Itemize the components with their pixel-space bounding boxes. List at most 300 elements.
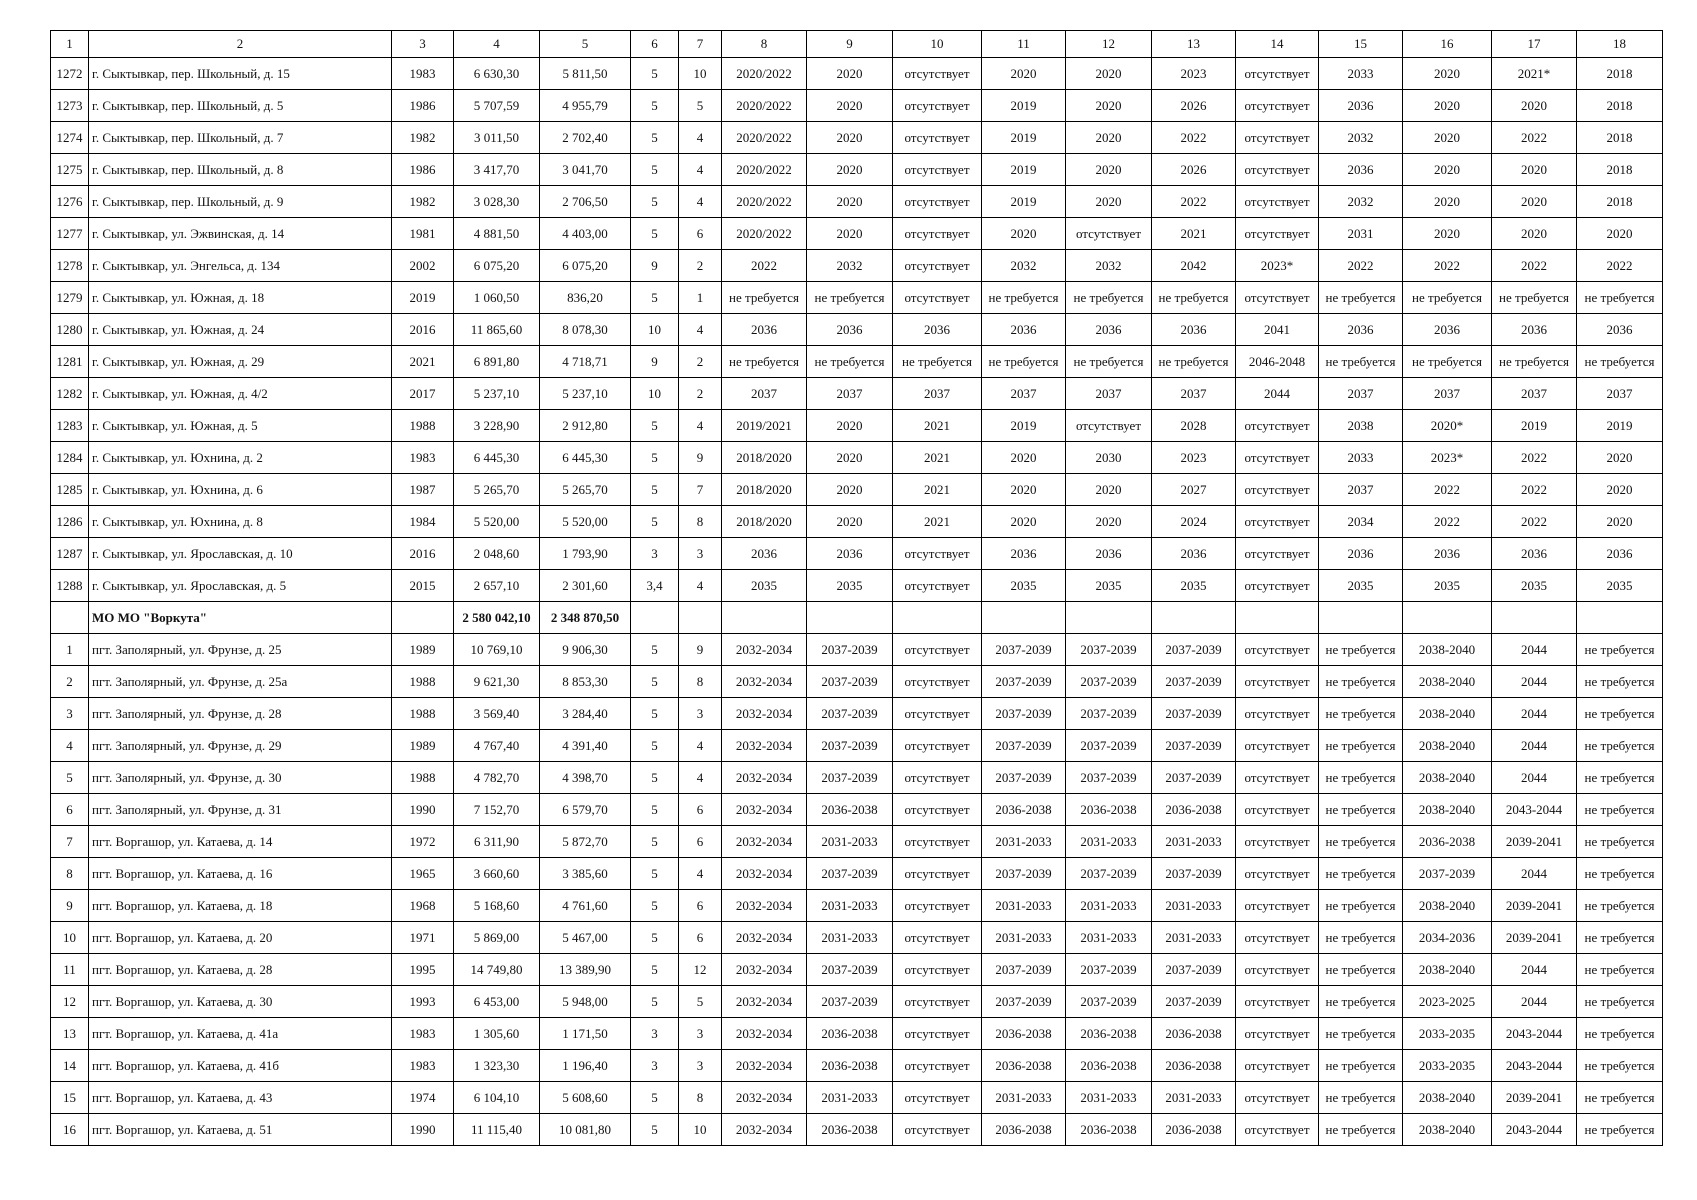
table-cell: 1280 [51, 314, 89, 346]
table-row [51, 122, 1663, 154]
table-cell: отсутствует [893, 986, 982, 1018]
table-cell: 2019 [982, 410, 1066, 442]
table-cell [1319, 602, 1403, 634]
table-cell: 2036 [807, 314, 893, 346]
table-cell: 1990 [392, 794, 454, 826]
table-cell: 2032-2034 [722, 1018, 807, 1050]
table-cell: 6 075,20 [540, 250, 631, 282]
table-cell: не требуется [1319, 666, 1403, 698]
table-cell [893, 602, 982, 634]
table-cell: отсутствует [1236, 442, 1319, 474]
table-cell: отсутствует [893, 538, 982, 570]
table-cell: 2036-2038 [807, 794, 893, 826]
table-cell: отсутствует [893, 1050, 982, 1082]
address-cell: пгт. Заполярный, ул. Фрунзе, д. 31 [89, 794, 392, 826]
table-cell: отсутствует [1236, 90, 1319, 122]
table-cell: 2020 [807, 122, 893, 154]
table-cell: 6 [679, 218, 722, 250]
table-row [51, 698, 1663, 730]
table-cell: 2032-2034 [722, 986, 807, 1018]
table-cell: 2036 [1319, 90, 1403, 122]
table-row [51, 474, 1663, 506]
table-cell: 2020/2022 [722, 58, 807, 90]
table-cell: 9 [679, 442, 722, 474]
table-cell: 2020 [1066, 474, 1152, 506]
address-cell: г. Сыктывкар, ул. Южная, д. 4/2 [89, 378, 392, 410]
table-cell: 2036-2038 [982, 1114, 1066, 1146]
table-cell [631, 602, 679, 634]
table-cell: 2036 [982, 538, 1066, 570]
table-cell: 4 761,60 [540, 890, 631, 922]
table-cell: 2022 [722, 250, 807, 282]
table-cell: 10 769,10 [454, 634, 540, 666]
table-cell [1403, 602, 1492, 634]
table-cell: 2032-2034 [722, 826, 807, 858]
table-cell: 2019/2021 [722, 410, 807, 442]
table-cell: 2016 [392, 314, 454, 346]
address-cell: г. Сыктывкар, ул. Ярославская, д. 10 [89, 538, 392, 570]
table-cell: 5 [631, 186, 679, 218]
table-row [51, 986, 1663, 1018]
address-cell: пгт. Воргашор, ул. Катаева, д. 51 [89, 1114, 392, 1146]
table-cell: 2037-2039 [807, 762, 893, 794]
table-cell: 2039-2041 [1492, 1082, 1577, 1114]
table-cell: 3 [679, 1018, 722, 1050]
table-cell: отсутствует [1236, 506, 1319, 538]
table-cell: 2044 [1492, 954, 1577, 986]
table-cell: 2020/2022 [722, 90, 807, 122]
table-cell [679, 602, 722, 634]
table-row [51, 186, 1663, 218]
table-cell: 2034-2036 [1403, 922, 1492, 954]
table-cell: не требуется [1319, 346, 1403, 378]
table-cell: 2036 [1403, 314, 1492, 346]
table-cell: 4 [679, 858, 722, 890]
address-cell: г. Сыктывкар, ул. Ярославская, д. 5 [89, 570, 392, 602]
table-cell: отсутствует [893, 1114, 982, 1146]
table-cell: 4 [679, 122, 722, 154]
table-cell: 2020 [1577, 506, 1663, 538]
address-cell: пгт. Воргашор, ул. Катаева, д. 20 [89, 922, 392, 954]
address-cell: пгт. Воргашор, ул. Катаева, д. 41б [89, 1050, 392, 1082]
table-cell: 2019 [1577, 410, 1663, 442]
table-cell: 2020 [807, 442, 893, 474]
table-cell: 6 630,30 [454, 58, 540, 90]
table-cell: 2036-2038 [1066, 794, 1152, 826]
table-cell: 2020 [807, 410, 893, 442]
table-cell: не требуется [722, 282, 807, 314]
table-cell: отсутствует [1236, 922, 1319, 954]
table-cell: 5 [631, 122, 679, 154]
table-cell: отсутствует [893, 954, 982, 986]
table-cell: 2037-2039 [1066, 634, 1152, 666]
table-row [51, 346, 1663, 378]
table-cell: 2020 [982, 474, 1066, 506]
table-cell: не требуется [1319, 1018, 1403, 1050]
table-cell: 2020 [1492, 218, 1577, 250]
table-cell: 2037-2039 [1152, 762, 1236, 794]
table-cell: 2037 [982, 378, 1066, 410]
data-table [50, 30, 1663, 1146]
table-cell: 2032-2034 [722, 730, 807, 762]
table-cell: не требуется [1577, 922, 1663, 954]
address-cell: пгт. Воргашор, ул. Катаева, д. 43 [89, 1082, 392, 1114]
address-cell: пгт. Заполярный, ул. Фрунзе, д. 25а [89, 666, 392, 698]
table-cell: 3 660,60 [454, 858, 540, 890]
table-cell: 2036 [1492, 538, 1577, 570]
table-cell: 2002 [392, 250, 454, 282]
table-cell: 2044 [1236, 378, 1319, 410]
address-cell: г. Сыктывкар, ул. Эжвинская, д. 14 [89, 218, 392, 250]
table-cell: 2039-2041 [1492, 922, 1577, 954]
table-cell: 2032-2034 [722, 666, 807, 698]
table-cell: 2037-2039 [807, 954, 893, 986]
table-row [51, 506, 1663, 538]
table-cell: 2020 [1066, 90, 1152, 122]
table-cell: 5 [631, 442, 679, 474]
table-row [51, 730, 1663, 762]
table-cell: 5 265,70 [540, 474, 631, 506]
table-cell: 3 [679, 698, 722, 730]
column-header: 10 [893, 31, 982, 58]
table-cell: 2035 [1492, 570, 1577, 602]
table-cell: отсутствует [893, 122, 982, 154]
table-cell: 9 621,30 [454, 666, 540, 698]
table-cell: 5 [631, 826, 679, 858]
table-cell: 2022 [1403, 506, 1492, 538]
address-cell: пгт. Воргашор, ул. Катаева, д. 28 [89, 954, 392, 986]
table-cell: 3 [51, 698, 89, 730]
table-row [51, 90, 1663, 122]
table-cell: 6 891,80 [454, 346, 540, 378]
table-cell: 5 [631, 858, 679, 890]
table-cell: 2036 [1066, 538, 1152, 570]
table-cell: 2037-2039 [807, 698, 893, 730]
table-cell: 11 865,60 [454, 314, 540, 346]
table-cell: не требуется [1577, 730, 1663, 762]
table-cell: 2037-2039 [982, 986, 1066, 1018]
table-row [51, 826, 1663, 858]
table-cell: 2020 [1403, 122, 1492, 154]
table-cell: 8 [679, 666, 722, 698]
table-cell: не требуется [1577, 1114, 1663, 1146]
table-cell: 5 265,70 [454, 474, 540, 506]
address-cell: пгт. Заполярный, ул. Фрунзе, д. 28 [89, 698, 392, 730]
table-cell: 1273 [51, 90, 89, 122]
table-cell: не требуется [1319, 826, 1403, 858]
table-cell: 2035 [807, 570, 893, 602]
table-cell [1236, 602, 1319, 634]
table-cell: 8 [679, 506, 722, 538]
table-cell: отсутствует [1236, 666, 1319, 698]
table-cell: 2036-2038 [982, 794, 1066, 826]
column-header: 1 [51, 31, 89, 58]
table-cell: отсутствует [1236, 986, 1319, 1018]
address-cell: пгт. Воргашор, ул. Катаева, д. 30 [89, 986, 392, 1018]
table-cell: 5 168,60 [454, 890, 540, 922]
table-cell [722, 602, 807, 634]
table-cell: 2036-2038 [807, 1050, 893, 1082]
address-cell: г. Сыктывкар, ул. Южная, д. 5 [89, 410, 392, 442]
table-cell: 6 [679, 922, 722, 954]
table-row [51, 410, 1663, 442]
table-cell: 2044 [1492, 858, 1577, 890]
table-cell: не требуется [1319, 922, 1403, 954]
table-cell: отсутствует [1236, 858, 1319, 890]
table-cell: 5 237,10 [540, 378, 631, 410]
table-cell: не требуется [982, 282, 1066, 314]
table-cell: 4 881,50 [454, 218, 540, 250]
table-cell: 1968 [392, 890, 454, 922]
table-cell: 5 [679, 90, 722, 122]
table-cell: 2021 [1152, 218, 1236, 250]
table-cell: не требуется [1319, 954, 1403, 986]
table-cell: 2 [679, 346, 722, 378]
table-cell: 1981 [392, 218, 454, 250]
table-cell: не требуется [1577, 826, 1663, 858]
table-cell: 2017 [392, 378, 454, 410]
table-cell: 6 579,70 [540, 794, 631, 826]
table-row [51, 666, 1663, 698]
table-cell: 2037-2039 [1152, 666, 1236, 698]
table-cell: 5 [631, 1082, 679, 1114]
table-cell: отсутствует [893, 58, 982, 90]
table-cell: 11 [51, 954, 89, 986]
table-cell: 2037-2039 [807, 986, 893, 1018]
table-cell: 10 [631, 378, 679, 410]
table-cell: отсутствует [1236, 1114, 1319, 1146]
table-cell: отсутствует [893, 218, 982, 250]
table-cell: 2032 [982, 250, 1066, 282]
table-cell: 2031 [1319, 218, 1403, 250]
table-cell: не требуется [1066, 346, 1152, 378]
table-cell: 2031-2033 [1152, 922, 1236, 954]
address-cell: г. Сыктывкар, ул. Юхнина, д. 8 [89, 506, 392, 538]
table-cell: 2032-2034 [722, 1082, 807, 1114]
table-cell: 3 041,70 [540, 154, 631, 186]
table-cell: 2037-2039 [982, 954, 1066, 986]
table-cell: 2020 [807, 474, 893, 506]
table-cell: 2037-2039 [1152, 858, 1236, 890]
table-cell: 1275 [51, 154, 89, 186]
table-cell: 2037-2039 [1066, 666, 1152, 698]
table-cell: 3 284,40 [540, 698, 631, 730]
table-cell: отсутствует [1236, 58, 1319, 90]
table-cell: 2042 [1152, 250, 1236, 282]
table-cell: 2022 [1152, 186, 1236, 218]
table-cell: 2020/2022 [722, 154, 807, 186]
table-cell: 2020/2022 [722, 122, 807, 154]
table-cell: 2032 [1066, 250, 1152, 282]
table-cell: отсутствует [1236, 794, 1319, 826]
table-cell: 2026 [1152, 90, 1236, 122]
table-cell: 2037 [1319, 378, 1403, 410]
table-cell: 2038 [1319, 410, 1403, 442]
table-cell: 5 [631, 506, 679, 538]
table-cell: 2020 [982, 218, 1066, 250]
table-cell: 2037-2039 [807, 858, 893, 890]
table-cell: 1988 [392, 762, 454, 794]
table-cell: отсутствует [1236, 122, 1319, 154]
table-row [51, 538, 1663, 570]
table-cell: отсутствует [893, 858, 982, 890]
table-cell: 2037-2039 [807, 634, 893, 666]
address-cell: пгт. Воргашор, ул. Катаева, д. 14 [89, 826, 392, 858]
table-cell: 2036 [1403, 538, 1492, 570]
table-cell: 2043-2044 [1492, 1050, 1577, 1082]
table-cell: 2033 [1319, 442, 1403, 474]
table-cell: не требуется [1152, 346, 1236, 378]
table-cell: не требуется [1403, 282, 1492, 314]
address-cell: г. Сыктывкар, ул. Юхнина, д. 2 [89, 442, 392, 474]
table-cell: 2018/2020 [722, 442, 807, 474]
table-cell: отсутствует [1236, 634, 1319, 666]
table-cell: 4 [679, 154, 722, 186]
table-cell: 2024 [1152, 506, 1236, 538]
table-cell: 5 [631, 698, 679, 730]
address-cell: г. Сыктывкар, пер. Школьный, д. 7 [89, 122, 392, 154]
table-row [51, 954, 1663, 986]
column-header: 15 [1319, 31, 1403, 58]
table-row [51, 1114, 1663, 1146]
table-cell: 2037-2039 [982, 634, 1066, 666]
table-cell: 2027 [1152, 474, 1236, 506]
table-cell: 2036-2038 [982, 1050, 1066, 1082]
table-cell: 2037 [1066, 378, 1152, 410]
table-cell: 3 [631, 538, 679, 570]
table-cell: отсутствует [893, 570, 982, 602]
table-cell: не требуется [1577, 698, 1663, 730]
table-cell: не требуется [1319, 1082, 1403, 1114]
table-cell: 2037-2039 [982, 666, 1066, 698]
table-cell: 5 872,70 [540, 826, 631, 858]
table-cell: 6 [679, 794, 722, 826]
table-cell: 2037-2039 [1152, 730, 1236, 762]
table-cell: 3 [679, 538, 722, 570]
table-cell: отсутствует [893, 666, 982, 698]
table-cell: 2036-2038 [1403, 826, 1492, 858]
table-cell: 2035 [1066, 570, 1152, 602]
table-cell: 12 [679, 954, 722, 986]
table-cell: 2 580 042,10 [454, 602, 540, 634]
table-cell: отсутствует [893, 794, 982, 826]
section-row [51, 602, 1663, 634]
table-cell: 1993 [392, 986, 454, 1018]
table-cell: не требуется [1577, 1082, 1663, 1114]
table-cell [51, 602, 89, 634]
table-cell: 13 389,90 [540, 954, 631, 986]
table-cell: 2043-2044 [1492, 1018, 1577, 1050]
table-cell: 6 104,10 [454, 1082, 540, 1114]
table-cell: 2036 [1152, 538, 1236, 570]
table-cell: 2020 [807, 154, 893, 186]
address-cell: г. Сыктывкар, пер. Школьный, д. 5 [89, 90, 392, 122]
table-cell: не требуется [1319, 634, 1403, 666]
table-cell: отсутствует [893, 762, 982, 794]
table-cell: 4 782,70 [454, 762, 540, 794]
table-cell: 2037-2039 [1152, 954, 1236, 986]
table-cell: 2020 [1403, 90, 1492, 122]
table-cell: не требуется [1319, 986, 1403, 1018]
table-cell: 9 [631, 346, 679, 378]
table-cell: 7 152,70 [454, 794, 540, 826]
table-cell: 2037 [1319, 474, 1403, 506]
table-cell: 5 [51, 762, 89, 794]
table-cell: отсутствует [893, 826, 982, 858]
table-cell: 2032 [1319, 122, 1403, 154]
table-cell: 5 520,00 [540, 506, 631, 538]
table-cell: не требуется [1492, 346, 1577, 378]
table-cell: 2033-2035 [1403, 1050, 1492, 1082]
table-cell: 2020 [807, 506, 893, 538]
table-cell: 2023 [1152, 442, 1236, 474]
table-cell: отсутствует [1236, 282, 1319, 314]
table-cell: 2031-2033 [1066, 890, 1152, 922]
table-cell: 2020 [982, 58, 1066, 90]
table-cell: 2031-2033 [807, 1082, 893, 1114]
table-cell: 2037-2039 [982, 730, 1066, 762]
table-cell: 1986 [392, 90, 454, 122]
table-cell: не требуется [1577, 954, 1663, 986]
table-cell: 2 [51, 666, 89, 698]
table-cell: не требуется [893, 346, 982, 378]
table-cell: 1972 [392, 826, 454, 858]
table-cell: 1984 [392, 506, 454, 538]
table-cell: 5 [679, 986, 722, 1018]
table-cell: 2031-2033 [982, 1082, 1066, 1114]
table-cell: 2037-2039 [1152, 698, 1236, 730]
table-cell: 5 869,00 [454, 922, 540, 954]
table-cell: 2020 [1492, 154, 1577, 186]
table-row [51, 314, 1663, 346]
table-cell: 2044 [1492, 730, 1577, 762]
column-header: 6 [631, 31, 679, 58]
table-cell: 2022 [1492, 506, 1577, 538]
table-cell: отсутствует [1236, 826, 1319, 858]
table-cell: 1281 [51, 346, 89, 378]
table-cell: 5 [631, 1114, 679, 1146]
table-cell: 2018 [1577, 154, 1663, 186]
table-cell: 2036 [1577, 538, 1663, 570]
table-cell: отсутствует [1236, 1082, 1319, 1114]
table-cell: 2019 [982, 186, 1066, 218]
table-cell: 5 [631, 218, 679, 250]
column-header: 16 [1403, 31, 1492, 58]
table-cell: 1279 [51, 282, 89, 314]
table-row [51, 634, 1663, 666]
table-cell: не требуется [1577, 282, 1663, 314]
table-cell: 2037-2039 [807, 666, 893, 698]
table-cell: 2020 [982, 506, 1066, 538]
table-cell: 2019 [982, 154, 1066, 186]
table-cell: не требуется [1577, 762, 1663, 794]
table-cell: 1272 [51, 58, 89, 90]
table-cell: 6 453,00 [454, 986, 540, 1018]
table-cell: 2020 [807, 58, 893, 90]
table-cell: 3 011,50 [454, 122, 540, 154]
table-cell: 5 [631, 282, 679, 314]
table-cell: 2019 [982, 122, 1066, 154]
table-cell: 1983 [392, 58, 454, 90]
column-header: 7 [679, 31, 722, 58]
table-cell: 2028 [1152, 410, 1236, 442]
table-cell: 2031-2033 [1152, 1082, 1236, 1114]
table-cell: 2021 [893, 474, 982, 506]
table-cell: 2034 [1319, 506, 1403, 538]
table-cell: 1 323,30 [454, 1050, 540, 1082]
table-cell: 2038-2040 [1403, 666, 1492, 698]
table-cell: 2037-2039 [1066, 986, 1152, 1018]
